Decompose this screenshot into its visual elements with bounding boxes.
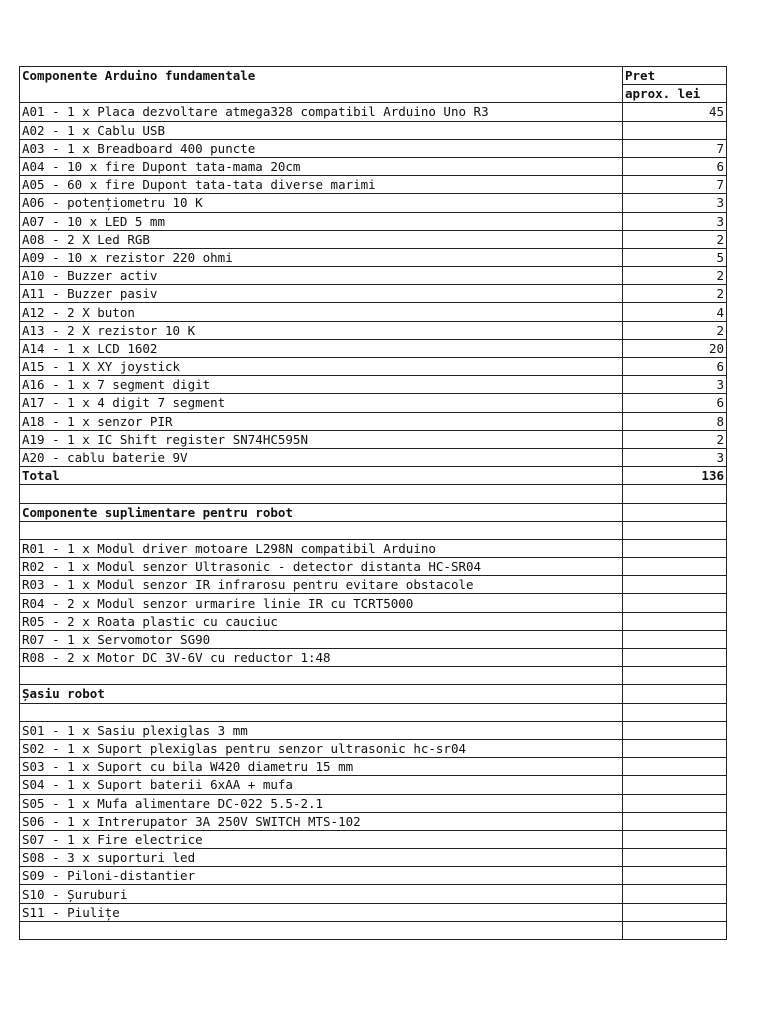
- price-cell: [623, 630, 727, 648]
- table-row: [20, 721, 727, 739]
- total-row: [20, 467, 727, 485]
- table-row: [20, 358, 727, 376]
- table-row: [20, 903, 727, 921]
- price-cell: 3: [623, 376, 727, 394]
- price-cell: [623, 794, 727, 812]
- components-table: [19, 66, 727, 940]
- component-name-cell: S11 - Piulițe: [20, 903, 623, 921]
- component-name-cell: Total: [20, 467, 623, 485]
- table-row: [20, 558, 727, 576]
- price-cell: 6: [623, 157, 727, 175]
- component-name-cell: A04 - 10 x fire Dupont tata-mama 20cm: [20, 157, 623, 175]
- price-cell: 3: [623, 194, 727, 212]
- component-name-cell: A20 - cablu baterie 9V: [20, 448, 623, 466]
- component-name-cell: R05 - 2 x Roata plastic cu cauciuc: [20, 612, 623, 630]
- table-row: [20, 176, 727, 194]
- table-row: [20, 649, 727, 667]
- table-row: [20, 849, 727, 867]
- component-name-cell: A16 - 1 x 7 segment digit: [20, 376, 623, 394]
- price-cell: [623, 758, 727, 776]
- component-name-cell: R03 - 1 x Modul senzor IR infrarosu pentru evitare obstacole: [20, 576, 623, 594]
- section-row: [20, 685, 727, 703]
- component-name-cell: Șasiu robot: [20, 685, 623, 703]
- blank-row: [20, 521, 727, 539]
- component-name-cell: R08 - 2 x Motor DC 3V-6V cu reductor 1:48: [20, 649, 623, 667]
- price-cell: [623, 849, 727, 867]
- price-cell: [623, 885, 727, 903]
- price-cell: 2: [623, 267, 727, 285]
- component-name-cell: A01 - 1 x Placa dezvoltare atmega328 compatibil Arduino Uno R3: [20, 103, 623, 121]
- component-name-cell: [20, 485, 623, 503]
- price-cell: [623, 739, 727, 757]
- price-cell: [623, 830, 727, 848]
- table-row: [20, 412, 727, 430]
- blank-row: [20, 703, 727, 721]
- table-row: [20, 867, 727, 885]
- blank-row: [20, 485, 727, 503]
- component-name-cell: Componente Arduino fundamentale: [20, 67, 623, 85]
- component-name-cell: R04 - 2 x Modul senzor urmarire linie IR cu TCRT5000: [20, 594, 623, 612]
- component-name-cell: A03 - 1 x Breadboard 400 puncte: [20, 139, 623, 157]
- component-name-cell: A11 - Buzzer pasiv: [20, 285, 623, 303]
- price-cell: [623, 721, 727, 739]
- component-name-cell: A15 - 1 X XY joystick: [20, 358, 623, 376]
- table-row: [20, 885, 727, 903]
- table-row: [20, 248, 727, 266]
- table-row: [20, 267, 727, 285]
- price-cell: [623, 121, 727, 139]
- table-row: [20, 339, 727, 357]
- price-cell: [623, 485, 727, 503]
- component-name-cell: A05 - 60 x fire Dupont tata-tata diverse marimi: [20, 176, 623, 194]
- component-name-cell: S01 - 1 x Sasiu plexiglas 3 mm: [20, 721, 623, 739]
- component-name-cell: S05 - 1 x Mufa alimentare DC-022 5.5-2.1: [20, 794, 623, 812]
- table-row: [20, 303, 727, 321]
- price-cell: 3: [623, 448, 727, 466]
- header-row: [20, 67, 727, 85]
- price-cell: 3: [623, 212, 727, 230]
- price-cell: [623, 667, 727, 685]
- table-row: [20, 576, 727, 594]
- component-name-cell: [20, 521, 623, 539]
- price-cell: [623, 776, 727, 794]
- component-name-cell: [20, 667, 623, 685]
- table-row: [20, 194, 727, 212]
- price-cell: [623, 503, 727, 521]
- table-row: [20, 321, 727, 339]
- component-name-cell: [20, 703, 623, 721]
- table-row: [20, 139, 727, 157]
- price-cell: [623, 558, 727, 576]
- table-row: [20, 430, 727, 448]
- table-row: [20, 121, 727, 139]
- table-row: [20, 830, 727, 848]
- component-name-cell: A18 - 1 x senzor PIR: [20, 412, 623, 430]
- component-name-cell: S03 - 1 x Suport cu bila W420 diametru 15 mm: [20, 758, 623, 776]
- component-name-cell: A13 - 2 X rezistor 10 K: [20, 321, 623, 339]
- component-name-cell: S04 - 1 x Suport baterii 6xAA + mufa: [20, 776, 623, 794]
- price-cell: [623, 576, 727, 594]
- component-name-cell: S10 - Șuruburi: [20, 885, 623, 903]
- price-cell: 7: [623, 176, 727, 194]
- blank-row: [20, 667, 727, 685]
- component-name-cell: R01 - 1 x Modul driver motoare L298N compatibil Arduino: [20, 539, 623, 557]
- component-name-cell: S09 - Piloni-distantier: [20, 867, 623, 885]
- table-row: [20, 612, 727, 630]
- price-cell: Pret: [623, 67, 727, 85]
- table-row: [20, 394, 727, 412]
- header2-row: [20, 85, 727, 103]
- price-cell: [623, 685, 727, 703]
- price-cell: 8: [623, 412, 727, 430]
- table-row: [20, 157, 727, 175]
- component-name-cell: A12 - 2 X buton: [20, 303, 623, 321]
- table-row: [20, 630, 727, 648]
- component-name-cell: S02 - 1 x Suport plexiglas pentru senzor ultrasonic hc-sr04: [20, 739, 623, 757]
- table-row: [20, 285, 727, 303]
- price-cell: [623, 867, 727, 885]
- component-name-cell: R07 - 1 x Servomotor SG90: [20, 630, 623, 648]
- price-cell: [623, 921, 727, 939]
- table-row: [20, 448, 727, 466]
- table-row: [20, 812, 727, 830]
- component-name-cell: A08 - 2 X Led RGB: [20, 230, 623, 248]
- component-name-cell: S08 - 3 x suporturi led: [20, 849, 623, 867]
- components-table-body: [20, 67, 727, 940]
- component-name-cell: A19 - 1 x IC Shift register SN74HC595N: [20, 430, 623, 448]
- table-row: [20, 376, 727, 394]
- table-row: [20, 739, 727, 757]
- table-row: [20, 230, 727, 248]
- component-name-cell: S07 - 1 x Fire electrice: [20, 830, 623, 848]
- component-name-cell: Componente suplimentare pentru robot: [20, 503, 623, 521]
- component-name-cell: A10 - Buzzer activ: [20, 267, 623, 285]
- component-name-cell: R02 - 1 x Modul senzor Ultrasonic - detector distanta HC-SR04: [20, 558, 623, 576]
- component-name-cell: A14 - 1 x LCD 1602: [20, 339, 623, 357]
- component-name-cell: [20, 85, 623, 103]
- component-name-cell: S06 - 1 x Intrerupator 3A 250V SWITCH MTS-102: [20, 812, 623, 830]
- price-cell: [623, 903, 727, 921]
- component-name-cell: A07 - 10 x LED 5 mm: [20, 212, 623, 230]
- price-cell: aprox. lei: [623, 85, 727, 103]
- price-cell: 2: [623, 430, 727, 448]
- blank-row: [20, 921, 727, 939]
- price-cell: 136: [623, 467, 727, 485]
- price-cell: 45: [623, 103, 727, 121]
- table-row: [20, 212, 727, 230]
- price-cell: 2: [623, 230, 727, 248]
- component-name-cell: [20, 921, 623, 939]
- table-row: [20, 103, 727, 121]
- component-name-cell: A06 - potențiometru 10 K: [20, 194, 623, 212]
- table-row: [20, 758, 727, 776]
- component-name-cell: A02 - 1 x Cablu USB: [20, 121, 623, 139]
- price-cell: [623, 539, 727, 557]
- table-row: [20, 594, 727, 612]
- price-cell: 5: [623, 248, 727, 266]
- table-row: [20, 539, 727, 557]
- section-row: [20, 503, 727, 521]
- price-cell: 7: [623, 139, 727, 157]
- table-row: [20, 776, 727, 794]
- price-cell: [623, 649, 727, 667]
- price-cell: 6: [623, 394, 727, 412]
- price-cell: [623, 521, 727, 539]
- component-name-cell: A09 - 10 x rezistor 220 ohmi: [20, 248, 623, 266]
- price-cell: 4: [623, 303, 727, 321]
- price-cell: 2: [623, 321, 727, 339]
- price-cell: 20: [623, 339, 727, 357]
- price-cell: [623, 594, 727, 612]
- price-cell: 6: [623, 358, 727, 376]
- price-cell: [623, 703, 727, 721]
- price-cell: [623, 812, 727, 830]
- table-row: [20, 794, 727, 812]
- price-cell: 2: [623, 285, 727, 303]
- component-name-cell: A17 - 1 x 4 digit 7 segment: [20, 394, 623, 412]
- price-cell: [623, 612, 727, 630]
